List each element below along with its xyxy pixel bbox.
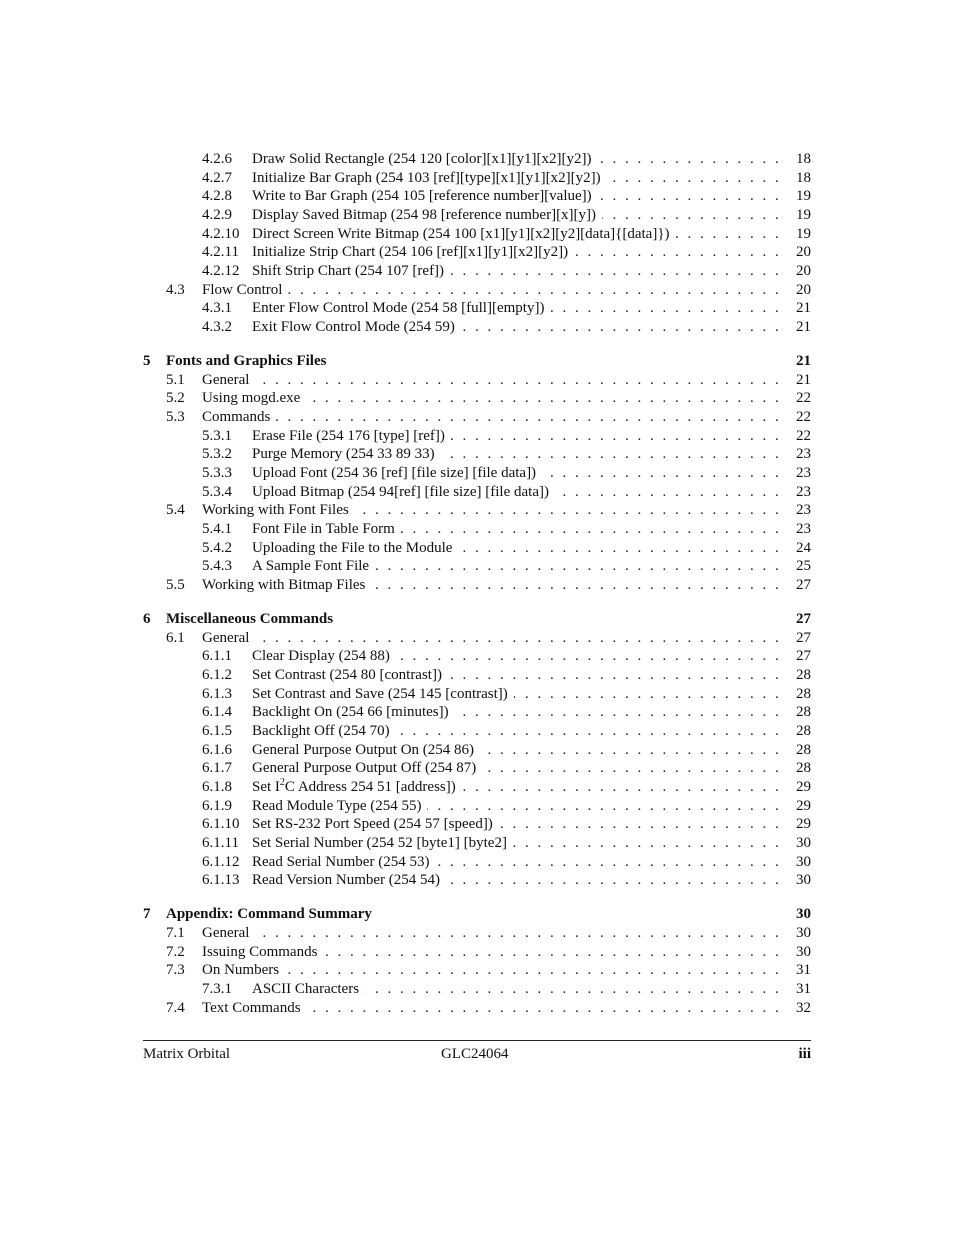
toc-entry-number: 5.3.4 (202, 484, 232, 500)
toc-entry-title-text: A Sample Font File (252, 558, 370, 574)
toc-subsection-entry[interactable] (0, 169, 954, 188)
toc-entry-title (252, 666, 448, 685)
toc-entry-page-number: 23 (780, 501, 811, 520)
toc-entry-title-text: Set Contrast and Save (254 145 [contrast]) (252, 686, 508, 702)
toc-entry-page-number: 30 (780, 834, 811, 853)
toc-entry-number: 7.3 (166, 962, 185, 978)
toc-entry-page-number: 24 (780, 539, 811, 558)
toc-entry-title (166, 352, 332, 371)
toc-entry-title (166, 905, 378, 924)
toc-section-entry[interactable] (0, 281, 954, 300)
toc-entry-title-text: Set Serial Number (254 52 [byte1] [byte2] (252, 835, 507, 851)
toc-entry-title-text: Backlight On (254 66 [minutes]) (252, 704, 449, 720)
toc-entry-title (252, 445, 441, 464)
toc-entry-title-text: Upload Bitmap (254 94[ref] [file size] [file data]) (252, 484, 549, 500)
toc-entry-title (252, 318, 461, 337)
toc-entry-title (202, 629, 255, 648)
toc-entry-page-number: 21 (780, 352, 811, 371)
toc-entry-title (252, 703, 455, 722)
toc-entry-title (252, 741, 480, 760)
toc-entry-title (252, 871, 446, 890)
toc-section-entry[interactable] (0, 371, 954, 390)
toc-entry-title-text: Using mogd.exe (202, 390, 301, 406)
toc-entry-page-number: 30 (780, 905, 811, 924)
toc-subsection-entry[interactable] (0, 815, 954, 834)
toc-entry-number: 6.1.1 (202, 648, 232, 664)
toc-entry-number: 6.1.10 (202, 816, 240, 832)
toc-entry-title (252, 150, 597, 169)
toc-entry-title (252, 169, 607, 188)
toc-entry-number: 6.1.2 (202, 667, 232, 683)
toc-entry-title (202, 389, 306, 408)
toc-leader-dots (300, 980, 780, 999)
toc-entry-title-text: Working with Font Files (202, 502, 349, 518)
toc-entry-number: 6.1.4 (202, 704, 232, 720)
toc-entry-title (252, 243, 574, 262)
toc-entry-page-number: 28 (780, 722, 811, 741)
toc-entry-number: 6.1 (166, 630, 185, 646)
toc-subsection-entry[interactable] (0, 299, 954, 318)
toc-entry-title (202, 924, 255, 943)
toc-entry-title-text: Miscellaneous Commands (166, 611, 334, 627)
toc-subsection-entry[interactable] (0, 980, 954, 999)
toc-entry-title (252, 759, 482, 778)
toc-entry-page-number: 23 (780, 483, 811, 502)
toc-entry-page-number: 29 (780, 815, 811, 834)
toc-entry-page-number: 19 (780, 206, 811, 225)
toc-entry-page-number: 28 (780, 741, 811, 760)
toc-entry-page-number: 18 (780, 150, 811, 169)
toc-entry-number: 6.1.5 (202, 723, 232, 739)
toc-entry-title-text: Issuing Commands (202, 944, 318, 960)
toc-subsection-entry[interactable] (0, 647, 954, 666)
toc-entry-title (252, 685, 514, 704)
toc-entry-number: 5.4.3 (202, 558, 232, 574)
toc-entry-title-text: Flow Control (202, 282, 283, 298)
toc-section-entry[interactable] (0, 999, 954, 1018)
toc-entry-number: 6.1.6 (202, 742, 232, 758)
toc-entry-page-number: 30 (780, 924, 811, 943)
toc-entry-title-text: Set I (252, 779, 280, 795)
toc-entry-number: 5.4 (166, 502, 185, 518)
toc-entry-title (252, 464, 542, 483)
toc-entry-title-text: Commands (202, 409, 271, 425)
toc-entry-title-text: Enter Flow Control Mode (254 58 [full][empty]) (252, 300, 545, 316)
footer-company: Matrix Orbital (143, 1046, 231, 1062)
toc-entry-page-number: 28 (780, 666, 811, 685)
toc-subsection-entry[interactable] (0, 741, 954, 760)
toc-entry-title (252, 427, 451, 446)
toc-subsection-entry[interactable] (0, 206, 954, 225)
toc-subsection-entry[interactable] (0, 834, 954, 853)
toc-entry-number: 4.2.11 (202, 244, 239, 260)
toc-entry-number: 7.3.1 (202, 981, 232, 997)
toc-entry-title (252, 299, 550, 318)
toc-entry-page-number: 19 (780, 225, 811, 244)
toc-subsection-entry[interactable] (0, 187, 954, 206)
toc-entry-number: 5.5 (166, 577, 185, 593)
toc-entry-title (252, 520, 401, 539)
toc-entry-number: 5.3.3 (202, 465, 232, 481)
toc-entry-title (202, 281, 288, 300)
toc-entry-title (202, 408, 276, 427)
toc-entry-page-number: 30 (780, 853, 811, 872)
toc-entry-number: 4.2.9 (202, 207, 232, 223)
toc-entry-number: 6 (143, 611, 151, 627)
toc-entry-number: 5.3 (166, 409, 185, 425)
toc-section-entry[interactable] (0, 576, 954, 595)
toc-entry-number: 4.3.2 (202, 319, 232, 335)
toc-entry-title-text: Draw Solid Rectangle (254 120 [color][x1][y1][x2][y2]) (252, 151, 592, 167)
toc-entry-number: 5.2 (166, 390, 185, 406)
toc-entry-title-text: Set RS-232 Port Speed (254 57 [speed]) (252, 816, 493, 832)
toc-entry-title-text: Read Serial Number (254 53) (252, 854, 430, 870)
toc-entry-title (202, 576, 371, 595)
toc-entry-page-number: 22 (780, 427, 811, 446)
toc-entry-title (252, 187, 598, 206)
toc-entry-number: 5.3.1 (202, 428, 232, 444)
toc-entry-title (252, 797, 427, 816)
toc-subsection-entry[interactable] (0, 243, 954, 262)
toc-entry-title (252, 647, 396, 666)
toc-entry-page-number: 21 (780, 299, 811, 318)
toc-entry-page-number: 30 (780, 943, 811, 962)
toc-entry-title-superscript: 2 (279, 777, 285, 788)
toc-entry-title-text: Direct Screen Write Bitmap (254 100 [x1][y1][x2][y2][data]{[data]}) (252, 226, 670, 242)
toc-entry-number: 7.4 (166, 1000, 185, 1016)
toc-entry-page-number: 20 (780, 243, 811, 262)
toc-entry-title-text-rest: C Address 254 51 [address]) (284, 779, 456, 795)
toc-entry-page-number: 23 (780, 520, 811, 539)
toc-leader-dots (250, 943, 780, 962)
toc-subsection-entry[interactable] (0, 539, 954, 558)
toc-entry-number: 6.1.11 (202, 835, 239, 851)
footer-model: GLC24064 (441, 1046, 509, 1062)
toc-entry-title-text: Font File in Table Form (252, 521, 395, 537)
toc-entry-title-text: General (202, 372, 250, 388)
toc-entry-number: 4.2.12 (202, 263, 240, 279)
toc-entry-title (202, 501, 355, 520)
toc-entry-number: 4.2.6 (202, 151, 232, 167)
toc-section-entry[interactable] (0, 389, 954, 408)
toc-entry-title-text: Erase File (254 176 [type] [ref]) (252, 428, 445, 444)
footer-page-number: iii (798, 1046, 811, 1062)
toc-entry-page-number: 30 (780, 871, 811, 890)
toc-entry-page-number: 23 (780, 464, 811, 483)
toc-subsection-entry[interactable] (0, 225, 954, 244)
toc-leader-dots (250, 924, 780, 943)
toc-entry-title-text: Initialize Strip Chart (254 106 [ref][x1][y1][x2][y2]) (252, 244, 569, 260)
toc-entry-page-number: 22 (780, 408, 811, 427)
toc-leader-dots (250, 371, 780, 390)
toc-subsection-entry[interactable] (0, 853, 954, 872)
toc-entry-number: 4.2.7 (202, 170, 232, 186)
toc-entry-title (166, 610, 339, 629)
toc-leader-dots (250, 281, 780, 300)
toc-entry-title-text: Appendix: Command Summary (166, 906, 372, 922)
toc-entry-number: 5.4.2 (202, 540, 232, 556)
toc-subsection-entry[interactable] (0, 464, 954, 483)
toc-subsection-entry[interactable] (0, 483, 954, 502)
toc-entry-title-text: ASCII Characters (252, 981, 360, 997)
toc-entry-title-text: Read Module Type (254 55) (252, 798, 422, 814)
toc-entry-number: 5.3.2 (202, 446, 232, 462)
toc-entry-title-text: Set Contrast (254 80 [contrast]) (252, 667, 442, 683)
toc-entry-title (252, 225, 676, 244)
toc-entry-page-number: 31 (780, 961, 811, 980)
toc-subsection-entry[interactable] (0, 262, 954, 281)
toc-entry-title (252, 262, 450, 281)
toc-section-entry[interactable] (0, 924, 954, 943)
toc-section-entry[interactable] (0, 501, 954, 520)
toc-entry-title (252, 206, 602, 225)
toc-entry-number: 6.1.12 (202, 854, 240, 870)
toc-entry-number: 6.1.9 (202, 798, 232, 814)
toc-entry-page-number: 22 (780, 389, 811, 408)
toc-entry-title (252, 980, 365, 999)
toc-section-entry[interactable] (0, 629, 954, 648)
toc-entry-page-number: 25 (780, 557, 811, 576)
toc-subsection-entry[interactable] (0, 797, 954, 816)
toc-entry-page-number: 27 (780, 576, 811, 595)
toc-entry-title-text: Clear Display (254 88) (252, 648, 390, 664)
toc-entry-title (252, 483, 555, 502)
toc-entry-title-text: Upload Font (254 36 [ref] [file size] [file data]) (252, 465, 537, 481)
toc-entry-number: 5.4.1 (202, 521, 232, 537)
toc-subsection-entry[interactable] (0, 445, 954, 464)
toc-entry-title-text: Backlight Off (254 70) (252, 723, 390, 739)
toc-chapter-entry[interactable] (0, 352, 954, 371)
toc-subsection-entry[interactable] (0, 150, 954, 169)
toc-entry-page-number: 32 (780, 999, 811, 1018)
toc-entry-number: 4.2.8 (202, 188, 232, 204)
toc-subsection-entry[interactable] (0, 685, 954, 704)
toc-entry-number: 7.1 (166, 925, 185, 941)
toc-leader-dots (250, 961, 780, 980)
toc-entry-title-text: Text Commands (202, 1000, 301, 1016)
toc-entry-title (202, 999, 307, 1018)
toc-entry-title (252, 778, 462, 797)
toc-entry-number: 5 (143, 353, 151, 369)
toc-entry-page-number: 27 (780, 610, 811, 629)
toc-entry-page-number: 29 (780, 797, 811, 816)
toc-entry-title (252, 853, 435, 872)
toc-subsection-entry[interactable] (0, 427, 954, 446)
toc-entry-title-text: Working with Bitmap Files (202, 577, 366, 593)
toc-section-entry[interactable] (0, 408, 954, 427)
footer-divider (143, 1040, 811, 1041)
toc-entry-page-number: 20 (780, 281, 811, 300)
toc-entry-page-number: 20 (780, 262, 811, 281)
toc-entry-page-number: 28 (780, 685, 811, 704)
toc-entry-number: 7 (143, 906, 151, 922)
toc-entry-page-number: 19 (780, 187, 811, 206)
toc-entry-page-number: 28 (780, 759, 811, 778)
toc-leader-dots (250, 389, 780, 408)
toc-subsection-entry[interactable] (0, 557, 954, 576)
toc-entry-title-text: Write to Bar Graph (254 105 [reference number][value]) (252, 188, 592, 204)
toc-leader-dots (250, 999, 780, 1018)
toc-chapter-entry[interactable] (0, 905, 954, 924)
toc-entry-title-text: Purge Memory (254 33 89 33) (252, 446, 435, 462)
toc-entry-number: 6.1.3 (202, 686, 232, 702)
toc-leader-dots (250, 629, 780, 648)
toc-entry-page-number: 23 (780, 445, 811, 464)
toc-entry-page-number: 27 (780, 647, 811, 666)
toc-entry-title-text: Read Version Number (254 54) (252, 872, 441, 888)
toc-leader-dots (250, 408, 780, 427)
toc-entry-page-number: 29 (780, 778, 811, 797)
toc-section-entry[interactable] (0, 943, 954, 962)
toc-entry-number: 6.1.7 (202, 760, 232, 776)
toc-entry-title-text: Fonts and Graphics Files (166, 353, 327, 369)
toc-subsection-entry[interactable] (0, 722, 954, 741)
toc-entry-title-text: Display Saved Bitmap (254 98 [reference number][x][y]) (252, 207, 597, 223)
toc-entry-title (252, 722, 396, 741)
toc-entry-title-text: On Numbers (202, 962, 280, 978)
toc-subsection-entry[interactable] (0, 778, 954, 797)
toc-subsection-entry[interactable] (0, 520, 954, 539)
toc-entry-number: 7.2 (166, 944, 185, 960)
toc-entry-title (252, 557, 375, 576)
toc-subsection-entry[interactable] (0, 318, 954, 337)
toc-subsection-entry[interactable] (0, 871, 954, 890)
toc-entry-title-text: Exit Flow Control Mode (254 59) (252, 319, 455, 335)
toc-entry-title (252, 815, 499, 834)
toc-entry-number: 6.1.13 (202, 872, 240, 888)
toc-entry-title (202, 961, 285, 980)
toc-entry-page-number: 18 (780, 169, 811, 188)
toc-entry-title-text: General Purpose Output Off (254 87) (252, 760, 477, 776)
toc-entry-title-text: General (202, 630, 250, 646)
toc-entry-title-text: Uploading the File to the Module (252, 540, 453, 556)
toc-entry-title-text: Initialize Bar Graph (254 103 [ref][type][x1][y1][x2][y2]) (252, 170, 601, 186)
toc-entry-title (252, 834, 513, 853)
toc-subsection-entry[interactable] (0, 666, 954, 685)
toc-chapter-entry[interactable] (0, 610, 954, 629)
toc-entry-title (202, 943, 323, 962)
toc-entry-page-number: 28 (780, 703, 811, 722)
toc-subsection-entry[interactable] (0, 759, 954, 778)
toc-entry-page-number: 31 (780, 980, 811, 999)
toc-subsection-entry[interactable] (0, 703, 954, 722)
toc-entry-title-text: General Purpose Output On (254 86) (252, 742, 475, 758)
toc-section-entry[interactable] (0, 961, 954, 980)
toc-entry-title-text: Shift Strip Chart (254 107 [ref]) (252, 263, 445, 279)
toc-entry-page-number: 21 (780, 318, 811, 337)
toc-entry-number: 5.1 (166, 372, 185, 388)
toc-entry-number: 6.1.8 (202, 779, 232, 795)
toc-entry-number: 4.3.1 (202, 300, 232, 316)
toc-entry-number: 4.3 (166, 282, 185, 298)
toc-entry-title (202, 371, 255, 390)
toc-entry-number: 4.2.10 (202, 226, 240, 242)
toc-entry-page-number: 21 (780, 371, 811, 390)
toc-entry-title (252, 539, 458, 558)
toc-entry-title-text: General (202, 925, 250, 941)
toc-entry-page-number: 27 (780, 629, 811, 648)
